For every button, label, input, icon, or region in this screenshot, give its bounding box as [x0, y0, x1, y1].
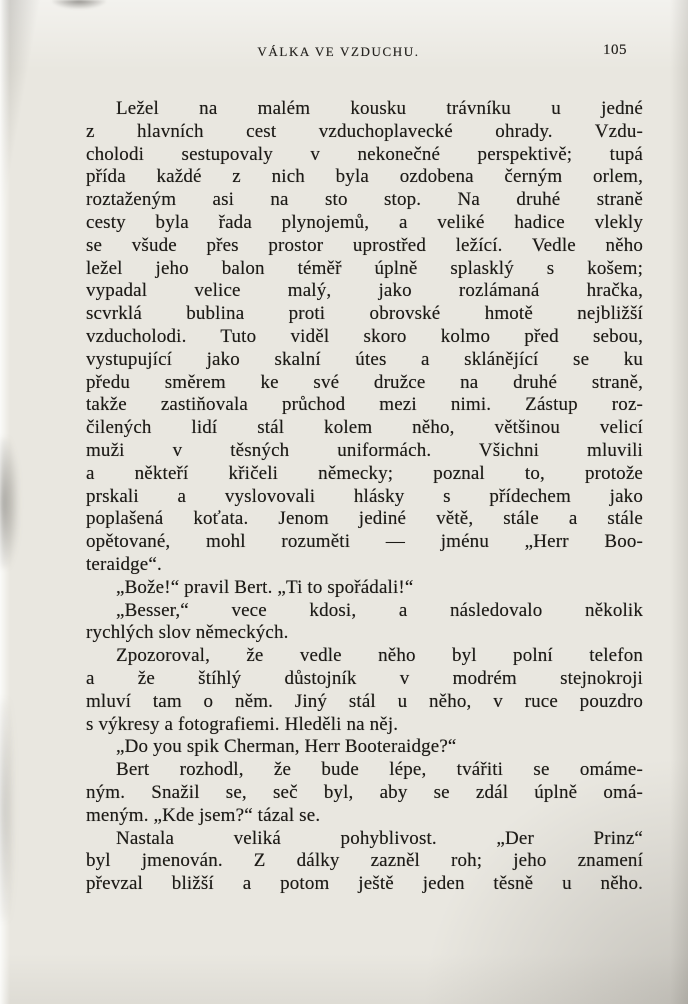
text-line: opětované, mohl rozuměti — jménu „Herr Boo- [86, 531, 643, 553]
text-line: z hlavních cest vzduchoplavecké ohrady. Vzdu- [86, 120, 643, 142]
text-line: vypadal velice malý, jako rozlámaná hračka, [86, 280, 643, 302]
text-line: „Besser,“ vece kdosi, a následovalo několik [116, 599, 643, 621]
text-line: a že štíhlý důstojník v modrém stejnokroji [86, 667, 643, 689]
text-line: vystupující jako skalní útes a sklánějící se ku [86, 348, 643, 370]
text-line: cesty byla řada plynojemů, a veliké hadice vlekly [86, 211, 643, 233]
text-line: „Bože!“ pravil Bert. „Ti to spořádali!“ [116, 576, 414, 598]
text-line: „Do you spik Cherman, Herr Booteraidge?“ [116, 736, 457, 758]
text-line: byl jmenován. Z dálky zazněl roh; jeho znamení [86, 850, 643, 872]
text-line: meným. „Kde jsem?“ tázal se. [86, 804, 321, 826]
text-line: s výkresy a fotografiemi. Hleděli na něj. [86, 713, 399, 735]
text-line: vzducholodi. Tuto viděl skoro kolmo před sebou, [86, 325, 643, 347]
scan-artifact [0, 700, 12, 920]
text-line: scvrklá bublina proti obrovské hmotě nejbližší [86, 303, 643, 325]
text-line: Zpozoroval, že vedle něho byl polní telefon [116, 645, 643, 667]
text-line: prskali a vyslovovali hlásky s přídechem jako [86, 485, 643, 507]
text-line: muži v těsných uniformách. Všichni mluvili [86, 439, 643, 461]
text-line: Bert rozhodl, že bude lépe, tvářiti se omáme- [116, 759, 643, 781]
text-line: mluví tam o něm. Jiný stál u něho, v ruce pouzdro [86, 690, 643, 712]
text-line: předu směrem ke své družce na druhé straně, [86, 371, 643, 393]
text-line: takže zastiňovala průchod mezi nimi. Zástup roz- [86, 394, 643, 416]
text-line: roztaženým asi na sto stop. Na druhé straně [86, 189, 643, 211]
text-line: přída každé z nich byla ozdobena černým orlem, [86, 166, 643, 188]
scan-artifact [0, 438, 18, 568]
text-line: Nastala veliká pohyblivost. „Der Prinz“ [116, 827, 643, 849]
text-line: Ležel na malém kousku trávníku u jedné [116, 98, 643, 119]
text-line: ležel jeho balon téměř úplně splasklý s košem; [86, 257, 643, 279]
text-line: a někteří křičeli německy; poznal to, protože [86, 462, 643, 484]
page-number: 105 [603, 42, 627, 58]
text-block [86, 98, 643, 896]
text-line: rychlých slov německých. [86, 622, 289, 644]
text-line: poplašená koťata. Jenom jediné větě, stále a stále [86, 508, 643, 530]
running-title: VÁLKA VE VZDUCHU. [257, 44, 420, 59]
text-line: čilených lidí stál kolem něho, většinou velicí [86, 417, 643, 439]
text-line: převzal bližší a potom ještě jeden těsně u něho. [86, 873, 643, 895]
text-line: cholodi sestupovaly v nekonečné perspektivě; tupá [86, 143, 643, 165]
text-line: teraidge“. [86, 553, 162, 575]
page-header [86, 44, 643, 66]
scan-artifact [52, 0, 106, 9]
text-line: se všude přes prostor uprostřed ležící. Vedle něho [86, 234, 643, 256]
text-line: ným. Snažil se, seč byl, aby se zdál úplně omá- [86, 781, 643, 803]
